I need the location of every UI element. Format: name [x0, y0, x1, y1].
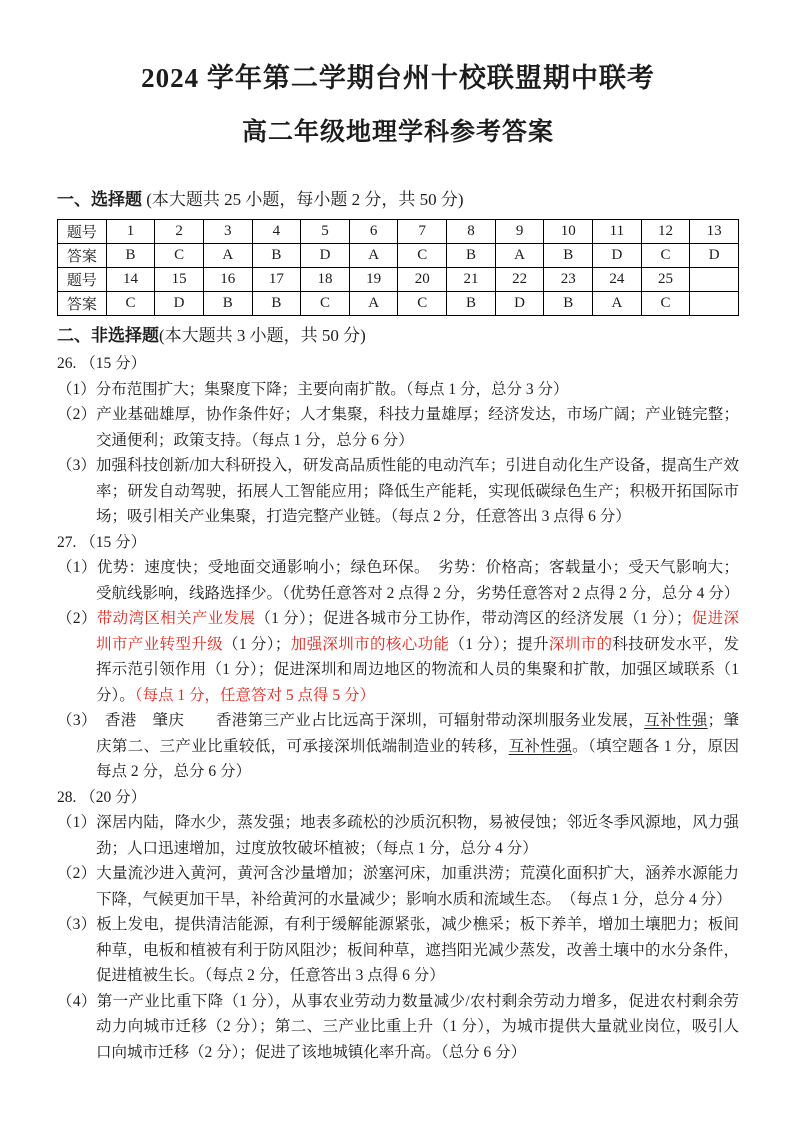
document-subtitle: 高二年级地理学科参考答案: [241, 119, 554, 146]
question-number: 28. （20 分）: [57, 788, 147, 806]
table-row: [58, 268, 739, 292]
row-header-cell: 题号: [58, 220, 107, 244]
text-segment: （1 分）；促进各城市分工协作，带动湾区的经济发展（1 分）；: [255, 610, 692, 627]
answer-cell: 6: [349, 220, 398, 244]
text-segment: （每点 1 分，任意答对 5 点得 5 分）: [134, 686, 376, 704]
row-header-cell: 答案: [58, 244, 107, 268]
answer-cell: B: [252, 292, 301, 316]
answer-item: [57, 453, 739, 530]
answer-cell: 12: [641, 220, 690, 244]
section-heading-choice-detail: (本大题共 25 小题，每小题 2 分，共 50 分): [142, 190, 464, 209]
section-heading-free-response: [57, 324, 739, 348]
text-segment: （1 分）；: [222, 635, 291, 653]
table-row: [58, 220, 739, 244]
text-segment: 深圳市的: [548, 635, 613, 653]
text-segment: 大量流沙进入黄河，黄河含沙量增加；淤塞河床，加重洪涝；荒漠化面积扩大，涵养水源能力下降，气候更加干旱，补给黄河的水量减少；影响水质和流域生态。 （每点 1 分，总分 4 分）: [96, 865, 739, 908]
answer-cell: B: [544, 244, 593, 268]
item-label: （1）: [57, 380, 96, 398]
answer-cell: 3: [203, 220, 252, 244]
answer-item: [57, 989, 739, 1066]
answer-cell: 20: [398, 268, 447, 292]
table-row: [58, 292, 739, 316]
answer-cell: 7: [398, 220, 447, 244]
answer-cell: 11: [593, 220, 642, 244]
answer-item: [57, 810, 739, 861]
answer-cell: C: [398, 292, 447, 316]
item-label: （4）: [57, 992, 97, 1010]
answer-cell: B: [252, 244, 301, 268]
text-segment: 第一产业比重下降（1 分），从事农业劳动力数量减少/农村剩余劳动力增多，促进农村剩余劳动力向城市迁移（2 分）；第二、三产业比重上升（1 分），为城市提供大量就业岗位，吸引人口向城市迁移（2 分）；促进了该地城镇化率升高。（总分 6 分）: [96, 992, 739, 1061]
answer-item: [57, 555, 739, 606]
text-segment: 产业基础雄厚，协作条件好；人才集聚，科技力量雄厚；经济发达，市场广阔；产业链完整；交通便利；政策支持。（每点 1 分，总分 6 分）: [96, 406, 739, 449]
answer-cell: 8: [447, 220, 496, 244]
text-segment: 。（填空题各 1 分，原因每点 2 分，总分 6 分）: [96, 737, 739, 780]
section-heading-choice-label: 一、选择题: [57, 190, 142, 209]
document-title: 2024 学年第二学期台州十校联盟期中联考: [141, 63, 655, 93]
question-number: 27. （15 分）: [57, 533, 147, 551]
text-segment: 分布范围扩大；集聚度下降；主要向南扩散。（每点 1 分，总分 3 分）: [95, 380, 569, 398]
answer-cell: A: [203, 244, 252, 268]
answer-cell: 14: [106, 268, 155, 292]
answer-item: [57, 377, 739, 403]
answer-item: [57, 708, 739, 785]
section-heading-free-response-detail: (本大题共 3 小题，共 50 分): [159, 326, 366, 345]
answer-cell: D: [495, 292, 544, 316]
answer-item: [57, 402, 739, 453]
text-segment: 促进深圳市产业转型升级: [96, 610, 739, 653]
table-row: [58, 244, 739, 268]
answer-cell: A: [349, 292, 398, 316]
answer-cell: B: [447, 244, 496, 268]
answer-cell: 23: [544, 268, 593, 292]
item-label: （2）: [57, 610, 97, 627]
answer-cell: 21: [447, 268, 496, 292]
answer-cell: D: [155, 292, 204, 316]
item-label: （2）: [57, 865, 97, 882]
answer-cell: [690, 292, 739, 316]
answer-cell: 15: [155, 268, 204, 292]
answer-cell: 10: [544, 220, 593, 244]
answer-item: [57, 606, 739, 708]
answer-cell: B: [106, 244, 155, 268]
text-segment: 加强深圳市的核心功能: [290, 635, 450, 653]
item-label: （3）: [57, 457, 96, 474]
text-segment: 优势：速度快；受地面交通影响小；绿色环保。 劣势：价格高；客载量小；受天气影响大；受航线影响，线路选择少。（优势任意答对 2 点得 2 分，劣势任意答对 2 点得 2 分，总分 4 分）: [96, 559, 740, 602]
answer-cell: 18: [301, 268, 350, 292]
answer-cell: 5: [301, 220, 350, 244]
answer-item: [57, 912, 739, 989]
text-segment: 板上发电，提供清洁能源，有利于缓解能源紧张，减少樵采；板下养羊，增加土壤肥力；板间种草，电板和植被有利于防风阻沙；板间种草，遮挡阳光减少蒸发，改善土壤中的水分条件，促进植被生长。（每点 2 分，任意答出 3 点得 6 分）: [96, 916, 739, 984]
answer-cell: B: [544, 292, 593, 316]
answer-cell: B: [203, 292, 252, 316]
answer-cell: A: [349, 244, 398, 268]
item-label: （1）: [57, 559, 97, 576]
answer-cell: A: [495, 244, 544, 268]
answer-item: [57, 861, 739, 912]
answer-cell: C: [398, 244, 447, 268]
text-segment: ；肇庆第二、三产业比重较低，可承接深圳低端制造业的转移，: [96, 712, 739, 755]
text-segment: （1 分）；提升: [449, 635, 549, 653]
item-label: （2）: [57, 406, 97, 423]
answer-cell: 16: [203, 268, 252, 292]
answer-cell: 4: [252, 220, 301, 244]
answer-cell: [690, 268, 739, 292]
text-segment: 加强科技创新/加大科研投入，研发高品质性能的电动汽车；引进自动化生产设备，提高生产效率；研发自动驾驶，拓展人工智能应用；降低生产能耗，实现低碳绿色生产；积极开拓国际市场；吸引相关产业集聚，打造完整产业链。（每点 2 分，任意答出 3 点得 6 分）: [95, 457, 739, 525]
text-segment: 带动湾区相关产业发展: [96, 610, 256, 627]
answer-cell: 22: [495, 268, 544, 292]
answer-cell: 19: [349, 268, 398, 292]
text-segment: 香港 肇庆 香港第三产业占比远高于深圳，可辐射带动深圳服务业发展，: [89, 712, 645, 729]
answer-cell: 25: [641, 268, 690, 292]
item-label: （3）: [57, 712, 90, 729]
free-response-answers: [57, 351, 739, 1065]
row-header-cell: 题号: [58, 268, 107, 292]
answer-cell: 1: [106, 220, 155, 244]
answer-cell: 2: [155, 220, 204, 244]
question-number: 26. （15 分）: [57, 355, 147, 372]
item-label: （3）: [57, 916, 97, 933]
section-heading-choice: [57, 188, 739, 212]
row-header-cell: 答案: [58, 292, 107, 316]
answer-cell: C: [641, 292, 690, 316]
text-segment: 互补性强: [508, 737, 573, 755]
answer-cell: C: [106, 292, 155, 316]
answer-table: [57, 219, 739, 316]
answer-cell: B: [447, 292, 496, 316]
answer-cell: C: [301, 292, 350, 316]
answer-cell: 17: [252, 268, 301, 292]
answer-cell: D: [301, 244, 350, 268]
item-label: （1）: [57, 814, 97, 831]
answer-cell: 24: [593, 268, 642, 292]
section-heading-free-response-label: 二、非选择题: [57, 326, 159, 345]
text-segment: 深居内陆，降水少，蒸发强；地表多疏松的沙质沉积物，易被侵蚀；邻近冬季风源地，风力强劲；人口迅速增加，过度放牧破坏植被；（每点 1 分，总分 4 分）: [96, 814, 739, 857]
answer-cell: A: [593, 292, 642, 316]
text-segment: 科技研发水平，发挥示范引领作用（1 分）；促进深圳和周边地区的物流和人员的集聚和扩散，加强区域联系（1 分）。: [96, 635, 739, 704]
answer-cell: 13: [690, 220, 739, 244]
answer-cell: C: [155, 244, 204, 268]
answer-cell: C: [641, 244, 690, 268]
answer-cell: 9: [495, 220, 544, 244]
answer-table-body: [58, 220, 739, 316]
text-segment: 互补性强: [644, 712, 708, 729]
answer-cell: D: [593, 244, 642, 268]
answer-cell: D: [690, 244, 739, 268]
